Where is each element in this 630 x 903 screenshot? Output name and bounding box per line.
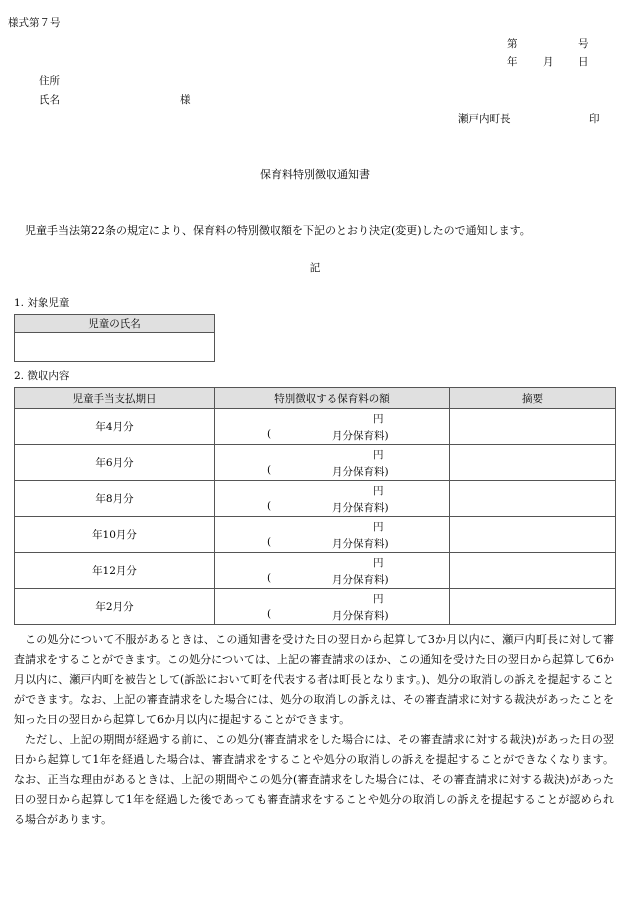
period-cell: 年10月分 [15,517,215,553]
remarks-cell [450,517,616,553]
paren-open: ( [267,464,272,476]
section1-heading: 1. 対象児童 [14,297,70,309]
notice-paragraph: ただし、上記の期間が経過する前に、この処分(審査請求をした場合には、その審査請求に対する裁決)があった日の翌日から起算して1年を経過した場合は、審査請求をすることや処分の取消しの訴えを提起することができなくなります。なお、正当な理由があるときは、上記の期間やこの処分(審査請求をした場合には、その審査請求に対する裁決)があった日の翌日から起算して1年を経過した後であっても審査請求をすることや処分の取消しの訴えを提起することが認められる場合があります。 [14,733,614,826]
child-name-table [14,314,215,362]
months-label: 月分保育料) [332,574,389,586]
period-cell: 年12月分 [15,553,215,589]
table-row [15,517,616,553]
remarks-cell [450,553,616,589]
period-cell: 年8月分 [15,481,215,517]
yen-label: 円 [373,449,384,461]
address-label: 住所 [39,75,60,87]
document-title: 保育料特別徴収通知書 [260,168,370,181]
column-header-payment-date: 児童手当支払期日 [15,388,215,409]
yen-label: 円 [373,593,384,605]
section2-heading: 2. 徴収内容 [14,370,70,382]
collection-table [14,387,616,625]
appeal-notice [14,630,614,830]
child-name-cell [15,333,215,362]
yen-label: 円 [373,413,384,425]
period-cell: 年6月分 [15,445,215,481]
amount-cell [215,445,450,481]
form-number: 様式第７号 [8,17,61,29]
ki-heading: 記 [309,262,321,274]
document-number-suffix: 号 [578,38,589,50]
paren-open: ( [267,608,272,620]
paren-open: ( [267,536,272,548]
notice-paragraph: この処分について不服があるときは、この通知書を受けた日の翌日から起算して3か月以内に、瀬戸内町長に対して審査請求をすることができます。この処分については、上記の審査請求のほか、この通知を受けた日の翌日から起算して6か月以内に、瀬戸内町を被告として(訴訟において町を代表する者は町長となります。)、処分の取消しの訴えを提起することができます。なお、上記の審査請求をした場合には、処分の取消しの訴えは、その審査請求に対する裁決があったことを知った日の翌日から起算して6か月以内に提起することができます。 [14,633,614,726]
remarks-cell [450,589,616,625]
period-cell: 年2月分 [15,589,215,625]
child-name-header: 児童の氏名 [15,315,215,333]
amount-cell [215,553,450,589]
amount-cell [215,481,450,517]
months-label: 月分保育料) [332,610,389,622]
amount-cell [215,589,450,625]
honorific: 様 [180,94,191,106]
yen-label: 円 [373,521,384,533]
seal-mark: 印 [589,113,600,125]
amount-cell [215,409,450,445]
paren-open: ( [267,500,272,512]
table-row [15,589,616,625]
table-row [15,409,616,445]
date-day-label: 日 [578,56,589,68]
remarks-cell [450,481,616,517]
months-label: 月分保育料) [332,538,389,550]
document-number-prefix: 第 [507,38,518,50]
issuer: 瀬戸内町長 [458,113,511,125]
paren-open: ( [267,572,272,584]
amount-cell [215,517,450,553]
months-label: 月分保育料) [332,502,389,514]
intro-text: 児童手当法第22条の規定により、保育料の特別徴収額を下記のとおり決定(変更)したので通知します。 [25,224,531,237]
table-row [15,481,616,517]
yen-label: 円 [373,485,384,497]
remarks-cell [450,409,616,445]
period-cell: 年4月分 [15,409,215,445]
paren-open: ( [267,428,272,440]
months-label: 月分保育料) [332,466,389,478]
column-header-remarks: 摘要 [450,388,616,409]
remarks-cell [450,445,616,481]
yen-label: 円 [373,557,384,569]
column-header-amount: 特別徴収する保育料の額 [215,388,450,409]
name-label: 氏名 [39,94,60,106]
table-row [15,445,616,481]
date-year-label: 年 [507,56,518,68]
table-row [15,553,616,589]
months-label: 月分保育料) [332,430,389,442]
date-month-label: 月 [543,56,554,68]
